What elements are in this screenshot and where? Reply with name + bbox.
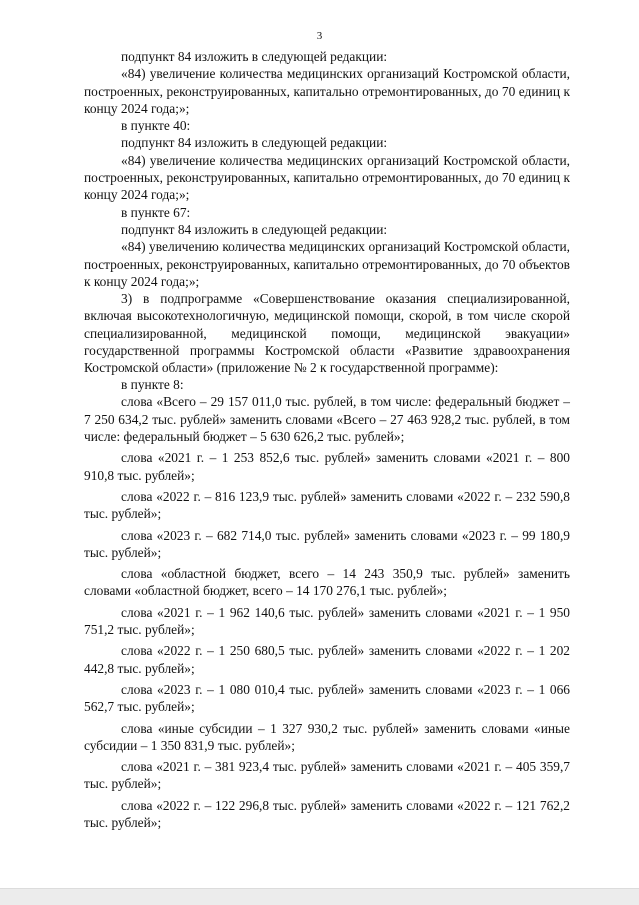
scan-bottom-edge: [0, 888, 639, 905]
paragraph: подпункт 84 изложить в следующей редакции:: [121, 135, 388, 151]
paragraph: слова «2022 г. – 816 123,9 тыс. рублей» заменить словами «2022 г. – 232 590,8 тыс. рублей»;: [84, 488, 570, 522]
paragraph: 3) в подпрограмме «Совершенствование оказания специализированной, включая высокотехнологичную, медицинской помощи, скорой, в том числе скорой специализированной, медицинской помощи, медицинской эвакуации» государственной программы Костромской области «Развитие здравоохранения Костромской области» (приложение № 2 к государственной программе):: [84, 291, 570, 375]
paragraph: слова «2021 г. – 1 253 852,6 тыс. рублей» заменить словами «2021 г. – 800 910,8 тыс. рублей»;: [84, 450, 570, 483]
paragraph: в пункте 8:: [121, 377, 184, 393]
paragraph: подпункт 84 изложить в следующей редакции:: [121, 221, 388, 237]
paragraph: «84) увеличению количества медицинских организаций Костромской области, построенных, реконструированных, капитально отремонтированных, до 70 объектов к концу 2024 года;»;: [84, 239, 570, 289]
paragraph: слова «областной бюджет, всего – 14 243 350,9 тыс. рублей» заменить словами «областной бюджет, всего – 14 170 276,1 тыс. рублей»;: [84, 566, 570, 599]
paragraph: слова «2021 г. – 1 962 140,6 тыс. рублей» заменить словами «2021 г. – 1 950 751,2 тыс. рублей»;: [84, 604, 570, 638]
paragraph: слова «2021 г. – 381 923,4 тыс. рублей» заменить словами «2021 г. – 405 359,7 тыс. рублей»;: [84, 759, 570, 792]
paragraph: слова «2023 г. – 682 714,0 тыс. рублей» заменить словами «2023 г. – 99 180,9 тыс. рублей»;: [84, 527, 570, 560]
paragraph: слова «2022 г. – 122 296,8 тыс. рублей» заменить словами «2022 г. – 121 762,2 тыс. рублей»;: [84, 797, 570, 830]
paragraph: слова «иные субсидии – 1 327 930,2 тыс. рублей» заменить словами «иные субсидии – 1 350 831,9 тыс. рублей»;: [84, 720, 570, 753]
paragraph: слова «Всего – 29 157 011,0 тыс. рублей, в том числе: федеральный бюджет – 7 250 634,2 тыс. рублей» заменить словами «Всего – 27 463 928,2 тыс. рублей, в том числе: федеральный бюджет – 5 630 626,2 тыс. рублей»;: [84, 394, 570, 445]
paragraph: слова «2022 г. – 1 250 680,5 тыс. рублей» заменить словами «2022 г. – 1 202 442,8 тыс. рублей»;: [84, 643, 570, 676]
paragraph: в пункте 40:: [121, 118, 191, 134]
paragraph: «84) увеличение количества медицинских организаций Костромской области, построенных, реконструированных, капитально отремонтированных, до 70 единиц к концу 2024 года;»;: [84, 66, 570, 116]
document-body: [84, 48, 570, 831]
paragraph: в пункте 67:: [121, 204, 191, 220]
paragraph: слова «2023 г. – 1 080 010,4 тыс. рублей» заменить словами «2023 г. – 1 066 562,7 тыс. рублей»;: [84, 681, 570, 715]
page-number: 3: [316, 30, 323, 42]
paragraph: подпункт 84 изложить в следующей редакции:: [121, 49, 388, 64]
paragraph: «84) увеличение количества медицинских организаций Костромской области, построенных, реконструированных, капитально отремонтированных, до 70 единиц к концу 2024 года;»;: [84, 152, 570, 203]
